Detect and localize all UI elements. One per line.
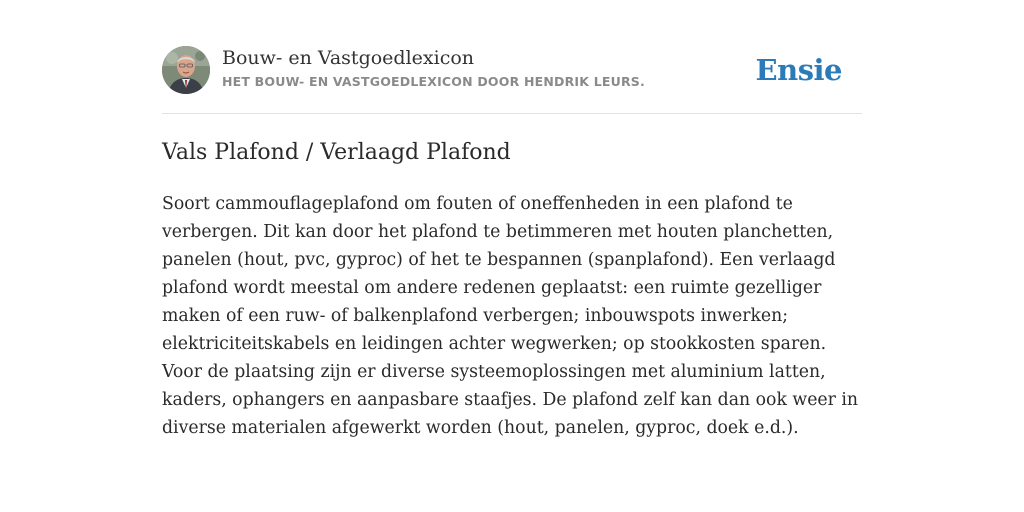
avatar[interactable]	[162, 46, 210, 94]
source-name[interactable]: Bouw- en Vastgoedlexicon	[222, 47, 475, 69]
source-subtitle: HET BOUW- EN VASTGOEDLEXICON DOOR HENDRIK LEURS.	[222, 74, 645, 89]
brand-logo[interactable]: Ensie	[755, 53, 842, 87]
divider	[162, 113, 862, 114]
page-title: Vals Plafond / Verlaagd Plafond	[162, 140, 511, 165]
header	[162, 46, 862, 96]
person-portrait-icon	[162, 46, 210, 94]
definition-text: Soort cammouflageplafond om fouten of oneffenheden in een plafond te verbergen. Dit kan door het plafond te betimmeren met houten planchetten, panelen (hout, pvc, gyproc) of het te bespannen (spanplafond). Een verlaagd plafond wordt meestal om andere redenen geplaatst: een ruimte gezelliger maken of een ruw- of balkenplafond verbergen; inbouwspots inwerken; elektriciteitskabels en leidingen achter wegwerken; op stookkosten sparen. Voor de plaatsing zijn er diverse systeemoplossingen met aluminium latten, kaders, ophangers en aanpasbare staafjes. De plafond zelf kan dan ook weer in diverse materialen afgewerkt worden (hout, panelen, gyproc, doek e.d.).	[162, 194, 859, 438]
